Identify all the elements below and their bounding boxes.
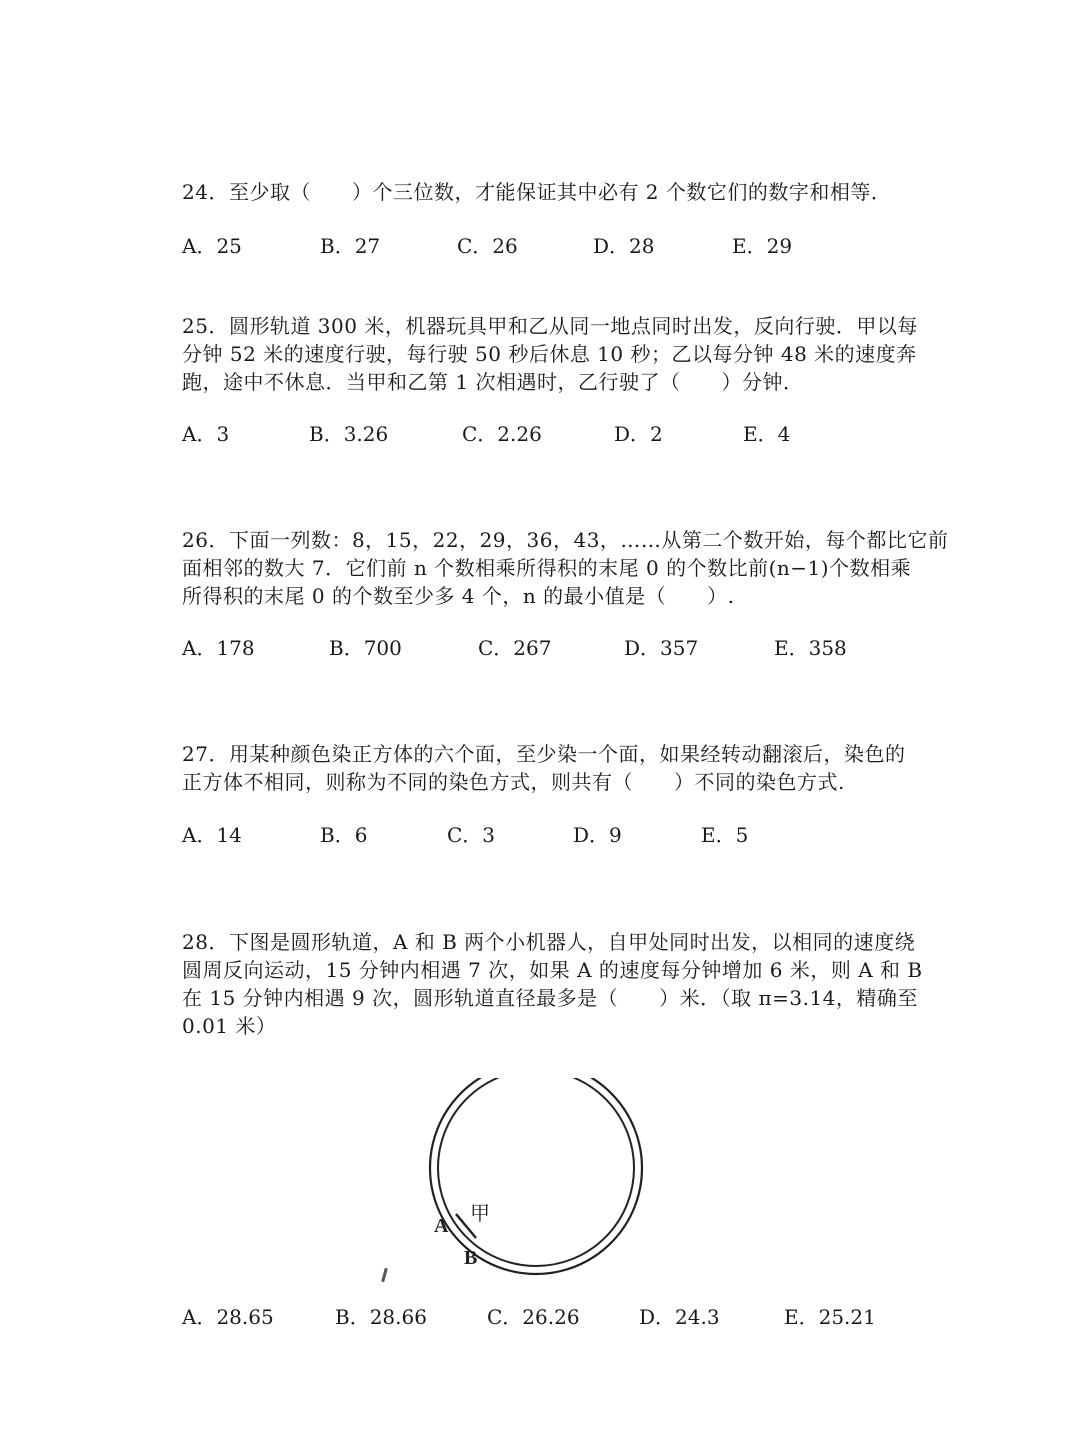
options-24 bbox=[182, 232, 942, 260]
option-e: E．358 bbox=[774, 636, 847, 660]
option-b: B．3.26 bbox=[309, 422, 389, 446]
option-a: A．14 bbox=[182, 823, 242, 847]
track-outer-circle bbox=[430, 1078, 642, 1274]
question-text-line: 分钟 52 米的速度行驶，每行驶 50 秒后休息 10 秒；乙以每分钟 48 米的速度奔 bbox=[182, 342, 917, 366]
question-text-line: 在 15 分钟内相遇 9 次，圆形轨道直径最多是（ ）米．（取 π=3.14，精确至 bbox=[182, 986, 918, 1010]
question-text-line: 跑，途中不休息．当甲和乙第 1 次相遇时，乙行驶了（ ）分钟． bbox=[182, 370, 804, 394]
option-d: D．357 bbox=[624, 636, 699, 660]
question-28 bbox=[182, 928, 923, 1040]
option-b: B．6 bbox=[320, 823, 368, 847]
robot-b-label: B bbox=[464, 1247, 478, 1269]
question-text-line: 26．下面一列数：8，15，22，29，36，43，……从第二个数开始，每个都比它前 bbox=[182, 528, 949, 552]
circular-track-figure bbox=[420, 1078, 660, 1278]
options-26 bbox=[182, 634, 942, 662]
question-27 bbox=[182, 740, 912, 796]
question-text-line: 0.01 米） bbox=[182, 1014, 277, 1038]
option-d: D．9 bbox=[573, 823, 622, 847]
option-e: E．29 bbox=[732, 234, 793, 258]
option-c: C．26 bbox=[457, 234, 518, 258]
option-e: E．4 bbox=[743, 422, 791, 446]
robot-a-label: A bbox=[434, 1215, 449, 1237]
options-28 bbox=[182, 1303, 942, 1331]
question-25 bbox=[182, 312, 918, 396]
option-c: C．3 bbox=[447, 823, 496, 847]
option-c: C．267 bbox=[478, 636, 552, 660]
question-text-line: 25．圆形轨道 300 米，机器玩具甲和乙从同一地点同时出发，反向行驶．甲以每 bbox=[182, 314, 918, 338]
option-a: A．178 bbox=[182, 636, 255, 660]
option-c: C．26.26 bbox=[487, 1305, 580, 1329]
option-b: B．28.66 bbox=[335, 1305, 427, 1329]
option-b: B．27 bbox=[320, 234, 381, 258]
pencil-mark bbox=[381, 1268, 388, 1282]
option-b: B．700 bbox=[329, 636, 402, 660]
question-text-line: 圆周反向运动，15 分钟内相遇 7 次，如果 A 的速度每分钟增加 6 米，则 A 和 B bbox=[182, 958, 923, 982]
question-text-line: 正方体不相同，则称为不同的染色方式，则共有（ ）不同的染色方式. bbox=[182, 770, 845, 794]
option-d: D．28 bbox=[593, 234, 655, 258]
options-25 bbox=[182, 420, 942, 448]
track-diagram bbox=[420, 1078, 660, 1278]
option-a: A．3 bbox=[182, 422, 230, 446]
question-text-line: 24．至少取（ ）个三位数，才能保证其中必有 2 个数它们的数字和相等． bbox=[182, 180, 892, 204]
question-text-line: 面相邻的数大 7．它们前 n 个数相乘所得积的末尾 0 的个数比前(n−1)个数相乘 bbox=[182, 556, 912, 580]
question-24 bbox=[182, 178, 912, 206]
option-a: A．25 bbox=[182, 234, 242, 258]
track-inner-circle bbox=[438, 1078, 634, 1266]
question-text-line: 27．用某种颜色染正方体的六个面，至少染一个面，如果经转动翻滚后，染色的 bbox=[182, 742, 906, 766]
option-d: D．24.3 bbox=[639, 1305, 720, 1329]
option-e: E．5 bbox=[701, 823, 749, 847]
question-text-line: 28．下图是圆形轨道，A 和 B 两个小机器人，自甲处同时出发，以相同的速度绕 bbox=[182, 930, 916, 954]
question-text-line: 所得积的末尾 0 的个数至少多 4 个，n 的最小值是（ ）. bbox=[182, 584, 735, 608]
option-e: E．25.21 bbox=[784, 1305, 876, 1329]
question-26 bbox=[182, 526, 949, 610]
option-d: D．2 bbox=[614, 422, 663, 446]
options-27 bbox=[182, 821, 942, 849]
start-point-label: 甲 bbox=[470, 1201, 490, 1225]
option-a: A．28.65 bbox=[182, 1305, 274, 1329]
option-c: C．2.26 bbox=[462, 422, 542, 446]
